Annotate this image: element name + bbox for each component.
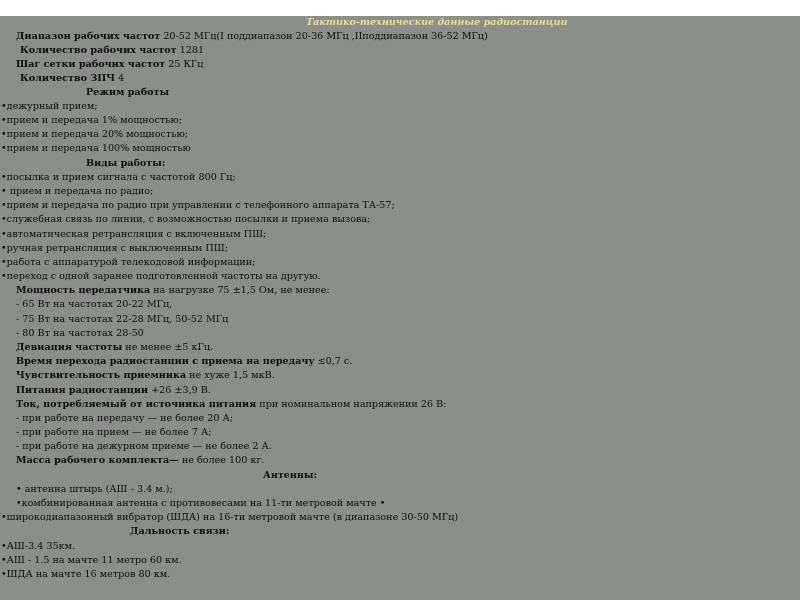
spec-label: Дальность связи: xyxy=(130,526,230,537)
spec-line xyxy=(16,484,173,496)
spec-line xyxy=(16,299,172,311)
spec-line xyxy=(16,455,264,467)
spec-value: при номинальном напряжении 26 В: xyxy=(256,399,447,410)
spec-line xyxy=(16,31,488,43)
spec-value: •дежурный прием; xyxy=(1,101,98,112)
spec-line xyxy=(16,385,211,397)
spec-value: 25 КГц xyxy=(165,59,204,70)
spec-value: - при работе на дежурном приеме — не более 2 А. xyxy=(16,441,272,452)
spec-value: 20-52 МГц(I поддиапазон 20-36 МГц ,IIподдиапазон 36-52 МГц) xyxy=(160,31,488,42)
spec-label: Масса рабочего комплекта— xyxy=(16,455,179,466)
spec-label: Девиация частоты xyxy=(16,342,123,353)
spec-value: 4 xyxy=(115,73,125,84)
spec-label: Антенны: xyxy=(263,470,318,481)
spec-value: •автоматическая ретрансляция с включенным ПШ; xyxy=(1,229,267,240)
spec-value: •посылка и прием сигнала с частотой 800 Гц; xyxy=(1,172,236,183)
spec-line xyxy=(1,115,182,127)
spec-label: Время перехода радиостанции с приема на передачу xyxy=(16,356,315,367)
spec-label: Чувствительность приемника xyxy=(16,370,187,381)
spec-line xyxy=(16,441,272,453)
spec-value: не хуже 1,5 мкВ. xyxy=(186,370,275,381)
spec-value: - 80 Вт на частотах 28-50 xyxy=(16,328,144,339)
spec-value: •переход с одной заранее подготовленной частоты на другую. xyxy=(1,271,321,282)
spec-value: •АШ - 1.5 на мачте 11 метро 60 км. xyxy=(1,555,182,566)
spec-label: Питания радиостанции xyxy=(16,385,149,396)
spec-line xyxy=(1,214,370,226)
spec-value: •ШДА на мачте 16 метров 80 км. xyxy=(1,569,171,580)
spec-line xyxy=(1,541,75,553)
spec-line xyxy=(16,59,203,71)
spec-line xyxy=(1,271,321,283)
spec-line xyxy=(16,413,233,425)
spec-line xyxy=(16,342,213,354)
spec-value: • прием и передача по радио; xyxy=(1,186,154,197)
spec-value: •ручная ретрансляция с выключенным ПШ; xyxy=(1,243,228,254)
spec-line xyxy=(16,427,211,439)
spec-line xyxy=(16,399,446,411)
spec-label: Диапазон рабочих частот xyxy=(16,31,161,42)
spec-line xyxy=(20,45,204,57)
spec-value: •прием и передача по радио при управлении с телефонного аппарата ТА-57; xyxy=(1,200,395,211)
spec-value: на нагрузке 75 ±1,5 Ом, не менее: xyxy=(150,285,330,296)
spec-line xyxy=(130,526,229,538)
spec-value: +26 ±3,9 В. xyxy=(148,385,211,396)
spec-value: - 75 Вт на частотах 22-28 МГц, 50-52 МГц xyxy=(16,314,229,325)
spec-line xyxy=(1,101,98,113)
spec-line xyxy=(16,285,330,297)
spec-line xyxy=(1,555,182,567)
spec-line xyxy=(16,498,385,510)
spec-value: •прием и передача 20% мощностью; xyxy=(1,129,189,140)
spec-value: 1281 xyxy=(176,45,205,56)
spec-value: не менее ±5 кГц. xyxy=(122,342,214,353)
spec-label: Мощность передатчика xyxy=(16,285,151,296)
spec-value: •работа с аппаратурой телекодовой информации; xyxy=(1,257,256,268)
spec-value: - при работе на прием — не более 7 А; xyxy=(16,427,212,438)
spec-line xyxy=(16,370,275,382)
spec-label: Ток, потребляемый от источника питания xyxy=(16,399,257,410)
spec-label: Шаг сетки рабочих частот xyxy=(16,59,166,70)
spec-label: Режим работы xyxy=(86,87,170,98)
spec-line xyxy=(16,356,352,368)
spec-value: •прием и передача 1% мощностью; xyxy=(1,115,182,126)
spec-value: •широкодиапазонный вибратор (ШДА) на 16-ти метровой мачте (в диапазоне 30-50 МГц) xyxy=(1,512,459,523)
spec-value: - при работе на передачу — не более 20 А; xyxy=(16,413,234,424)
spec-line xyxy=(16,328,144,340)
spec-line xyxy=(20,73,124,85)
spec-value: •комбинированная антенна с противовесами на 11-ти метровой мачте • xyxy=(16,498,386,509)
spec-line xyxy=(1,129,188,141)
spec-value: - 65 Вт на частотах 20-22 МГц, xyxy=(16,299,173,310)
spec-label: Количество ЗПЧ xyxy=(20,73,116,84)
spec-value: •АШ-3.4 35км. xyxy=(1,541,76,552)
spec-value: не более 100 кг. xyxy=(178,455,265,466)
spec-value: ≤0,7 с. xyxy=(314,356,353,367)
spec-line xyxy=(1,186,153,198)
spec-line xyxy=(16,314,228,326)
spec-label: Виды работы: xyxy=(86,158,166,169)
spec-line xyxy=(1,257,255,269)
spec-line xyxy=(86,87,169,99)
spec-line xyxy=(1,172,236,184)
spec-value: • антенна штырь (АШ - 3.4 м.); xyxy=(16,484,173,495)
spec-line xyxy=(1,200,395,212)
spec-label: Количество рабочих частот xyxy=(20,45,177,56)
spec-line xyxy=(1,243,228,255)
spec-value: •прием и передача 100% мощностью xyxy=(1,143,191,154)
spec-line xyxy=(263,470,317,482)
spec-value: •служебная связь по линии, с возможностью посылки и приема вызова; xyxy=(1,214,371,225)
spec-line xyxy=(1,512,458,524)
spec-line xyxy=(1,143,191,155)
spec-line xyxy=(86,158,165,170)
spec-line xyxy=(1,229,266,241)
spec-line xyxy=(1,569,170,581)
page-title: Тактико-технические данные радиостанции xyxy=(306,17,568,28)
